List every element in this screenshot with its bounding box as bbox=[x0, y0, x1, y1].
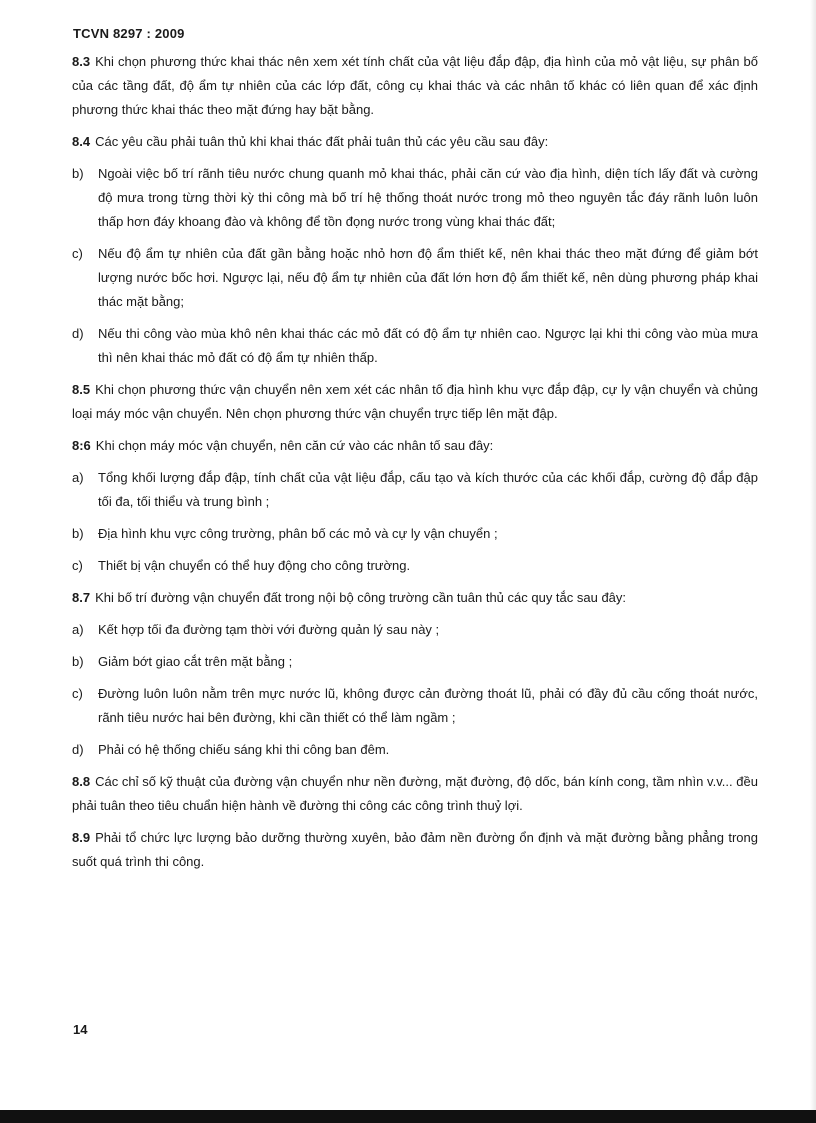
section-paragraph bbox=[72, 770, 758, 818]
list-item-label: a) bbox=[72, 470, 84, 485]
list-item-text: Nếu thi công vào mùa khô nên khai thác các mỏ đất có độ ẩm tự nhiên cao. Ngược lại khi thi công vào mùa mưa thì nên khai thác mỏ đất có độ ẩm tự nhiên thấp. bbox=[98, 326, 758, 365]
list-item-text: Giảm bớt giao cắt trên mặt bằng ; bbox=[98, 654, 293, 669]
section-text: Khi bố trí đường vận chuyển đất trong nội bộ công trường cần tuân thủ các quy tắc sau đây: bbox=[95, 590, 627, 605]
list-item-label: b) bbox=[72, 654, 84, 669]
list-item-label: d) bbox=[72, 742, 84, 757]
section-number: 8.4 bbox=[72, 134, 91, 149]
scan-edge bbox=[810, 0, 816, 1110]
list-item-text: Đường luôn luôn nằm trên mực nước lũ, không được cản đường thoát lũ, phải có đầy đủ cầu cống thoát nước, rãnh tiêu nước hai bên đường, khi cần thiết có thể làm ngầm ; bbox=[98, 686, 758, 725]
standard-header: TCVN 8297 : 2009 bbox=[73, 26, 185, 41]
section-paragraph bbox=[72, 586, 758, 610]
list-item-label: b) bbox=[72, 166, 84, 181]
section-number: 8.3 bbox=[72, 54, 91, 69]
list-item-text: Nếu độ ẩm tự nhiên của đất gần bằng hoặc nhỏ hơn độ ẩm thiết kế, nên khai thác theo mặt đứng để giảm bớt lượng nước bốc hơi. Ngược lại, nếu độ ẩm tự nhiên của đất lớn hơn độ ẩm thiết kế, nên dùng phương pháp khai thác mặt bằng; bbox=[98, 246, 758, 309]
list-item bbox=[72, 466, 758, 514]
section-text: Khi chọn máy móc vận chuyển, nên căn cứ vào các nhân tố sau đây: bbox=[95, 438, 494, 453]
page-number: 14 bbox=[73, 1022, 88, 1037]
scan-border bbox=[0, 1110, 816, 1123]
list-item-label: c) bbox=[72, 558, 83, 573]
list-item bbox=[72, 322, 758, 370]
section-paragraph bbox=[72, 50, 758, 122]
list-item-text: Thiết bị vận chuyển có thể huy động cho công trường. bbox=[98, 558, 411, 573]
section-text: Khi chọn phương thức khai thác nên xem xét tính chất của vật liệu đắp đập, địa hình của mỏ vật liệu, sự phân bố của các tầng đất, độ ẩm tự nhiên của các lớp đất, công cụ khai thác và các nhân tố khác có liên quan để xác định phương thức khai thác theo mặt đứng hay bặt bằng. bbox=[72, 54, 758, 117]
section-text: Phải tổ chức lực lượng bảo dưỡng thường xuyên, bảo đảm nền đường ổn định và mặt đường bằng phẳng trong suốt quá trình thi công. bbox=[72, 830, 758, 869]
list-item-label: b) bbox=[72, 526, 84, 541]
list-item bbox=[72, 682, 758, 730]
section-paragraph bbox=[72, 434, 758, 458]
section-paragraph bbox=[72, 378, 758, 426]
section-paragraph bbox=[72, 826, 758, 874]
section-number: 8.8 bbox=[72, 774, 91, 789]
document-body bbox=[72, 50, 758, 882]
list-item bbox=[72, 522, 758, 546]
section-number: 8.9 bbox=[72, 830, 91, 845]
section-number: 8.5 bbox=[72, 382, 91, 397]
list-item bbox=[72, 242, 758, 314]
list-item bbox=[72, 554, 758, 578]
section-text: Các yêu cầu phải tuân thủ khi khai thác đất phải tuân thủ các yêu cầu sau đây: bbox=[95, 134, 549, 149]
list-item-label: c) bbox=[72, 686, 83, 701]
list-item-label: a) bbox=[72, 622, 84, 637]
list-item-text: Phải có hệ thống chiếu sáng khi thi công ban đêm. bbox=[98, 742, 390, 757]
list-item bbox=[72, 738, 758, 762]
section-paragraph bbox=[72, 130, 758, 154]
list-item-text: Ngoài việc bố trí rãnh tiêu nước chung quanh mỏ khai thác, phải căn cứ vào địa hình, diện tích lấy đất và cường độ mưa trong từng thời kỳ thi công mà bố trí hệ thống thoát nước trong mỏ theo nguyên tắc đáy rãnh luôn luôn thấp hơn đáy khoang đào và không để tồn đọng nước trong vùng khai thác đất; bbox=[98, 166, 758, 229]
list-item-text: Tổng khối lượng đắp đập, tính chất của vật liệu đắp, cấu tạo và kích thước của các khối đắp, cường độ đắp đập tối đa, tối thiểu và trung bình ; bbox=[98, 470, 758, 509]
list-item bbox=[72, 650, 758, 674]
list-item-label: d) bbox=[72, 326, 84, 341]
section-text: Các chỉ số kỹ thuật của đường vận chuyển như nền đường, mặt đường, độ dốc, bán kính cong, tầm nhìn v.v... đều phải tuân theo tiêu chuẩn hiện hành về đường thi công các công trình thuỷ lợi. bbox=[72, 774, 758, 813]
list-item-text: Kết hợp tối đa đường tạm thời với đường quản lý sau này ; bbox=[98, 622, 440, 637]
list-item-text: Địa hình khu vực công trường, phân bố các mỏ và cự ly vận chuyển ; bbox=[98, 526, 498, 541]
list-item-label: c) bbox=[72, 246, 83, 261]
section-text: Khi chọn phương thức vận chuyển nên xem xét các nhân tố địa hình khu vực đắp đập, cự ly vận chuyển và chủng loại máy móc vận chuyển. Nên chọn phương thức vận chuyển trực tiếp lên mặt đập. bbox=[72, 382, 758, 421]
list-item bbox=[72, 618, 758, 642]
section-number: 8:6 bbox=[72, 438, 91, 453]
section-number: 8.7 bbox=[72, 590, 91, 605]
list-item bbox=[72, 162, 758, 234]
